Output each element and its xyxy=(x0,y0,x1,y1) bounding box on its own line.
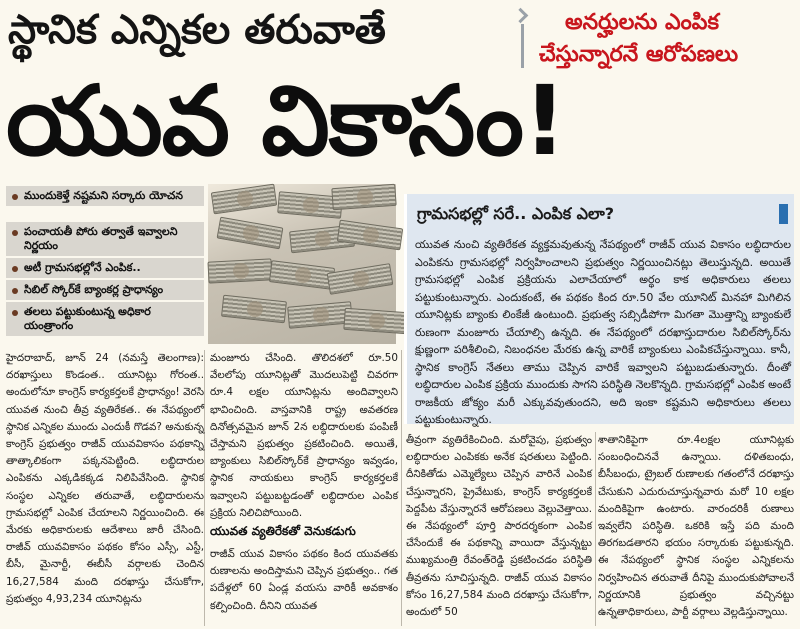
bullet-item xyxy=(6,258,204,278)
article-column-3: తీవ్రంగా వ్యతిరేకించింది. మరోవైపు, ప్రభుత్వం లబ్ధిదారుల ఎంపికకు అనేక షరతులు పెట్టింది. దీనికితోడు ఎమ్మెల్యేలు చెప్పిన వారినే ఎంపిక చేస్తున్నారని, ప్రైవేటుకు, కాంగ్రెస్ కార్యకర్తలకే పెద్దపీట వేస్తున్నారనే ఆరోపణలు వెల్లువెత్తాయి. ఈ నేపథ్యంలో పూర్తి పారదర్శకంగా ఎంపిక చేసేందుకే ఈ పథకాన్ని వాయిదా వేస్తున్నట్టు ముఖ్యమంత్రి రేవంత్‌రెడ్డి ప్రకటించడం పరిస్థితి తీవ్రతను సూచిస్తున్నది. రాజీవ్ యువ వికాసం కోసం 16,27,584 మంది దరఖాస్తు చేసుకోగా, అందులో 50 xyxy=(406,434,592,619)
column-divider xyxy=(595,432,596,626)
bullet-dot-icon xyxy=(12,194,18,200)
bullet-text: తలలు పట్టుకుంటున్న అధికార యంత్రాంగం xyxy=(24,305,151,332)
inset-body: యువత నుంచి వ్యతిరేకత వ్యక్తమవుతున్న నేపథ్యంలో రాజీవ్ యువ వికాసం లబ్ధిదారుల ఎంపికను గ్రామసభల్లో నిర్వహించాలని ప్రభుత్వం నిర్ణయించినట్లు తెలుస్తున్నది. అయితే గ్రామసభల్లో ఎంపిక ప్రక్రియను ఎలాచేయాలో అర్థం కాక అధికారులు తలలు పట్టుకుంటున్నారు. ఎందుకంటే, ఈ పథకం కింద రూ.50 వేల యూనిట్ మినహా మిగిలిన యూనిట్లకు బ్యాంకు లింకేజీ ఉంటుంది. ప్రభుత్వ సబ్సిడీపోగా మిగతా మొత్తాన్ని బ్యాంకులే రుణంగా మంజూరు చేయాల్సి ఉన్నది. ఈ నేపథ్యంలో దరఖాస్తుదారుల సిబిల్‌స్కోర్‌ను క్షుణ్ణంగా పరిశీలించి, నిబంధనల మేరకు ఉన్న వారికే బ్యాంకులు ఎంపికచేస్తున్నాయి. కానీ, స్థానిక కాంగ్రెస్ నేతలు తాము చెప్పిన వారికే ఇవ్వాలని పట్టుబడుతున్నారు. దీంతో లబ్ధిదారుల ఎంపిక ప్రక్రియ ముందుకు సాగని పరిస్థితి నెలకొన్నది. గ్రామసభల్లో ఎంపిక అంటే రాజకీయ జోక్యం మరీ ఎక్కువవుతుందని, అది ఇంకా కష్టమని అధికారులు తలలు పట్టుకుంటున్నారు. xyxy=(415,238,791,426)
bullet-list xyxy=(6,184,204,344)
currency-bundles-photo xyxy=(208,184,396,344)
side-deck-line-2: చేస్తున్నారనే ఆరోపణలు xyxy=(539,42,739,67)
bullet-text: సిబిల్ స్కోర్‌కే బ్యాంకర్ల ప్రాధాన్యం xyxy=(24,283,164,296)
bullet-item xyxy=(6,186,204,206)
article-column-2-continued: రాజీవ్ యువ వికాసం పథకం కింద యువతకు రుణాలను అందిస్తామని చెప్పిన ప్రభుత్వం.. గత పదేళ్లలో 60 ఏండ్ల వయసు వారికీ అవకాశం కల్పించింది. దీనిని యువత xyxy=(210,548,398,612)
article-subheading: యువత వ్యతిరేకతో వెనుకడుగు xyxy=(210,524,356,538)
kicker-headline: స్థానిక ఎన్నికల తరువాతే xyxy=(8,7,386,53)
bullet-dot-icon xyxy=(12,266,18,272)
article-column-1: హైదరాబాద్, జూన్ 24 (నమస్తే తెలంగాణ): దరఖాస్తులు కొండంత.. యూనిట్లు గోరంత.. అందులోనూ కాంగ్రెస్ కార్యకర్తలకే ప్రాధాన్యం! వెరసి యువత నుంచి తీవ్ర వ్యతిరేకత.. ఈ నేపథ్యంలో స్థానిక ఎన్నికల ముందు ఎందుకీ గొడవ? అనుకున్న కాంగ్రెస్ ప్రభుత్వం రాజీవ్ యువవికాసం పథకాన్ని తాత్కాలికంగా పక్కనపెట్టింది. లబ్ధిదారుల ఎంపికను ఎక్కడికక్కడ నిలిపివేసింది. స్థానిక సంస్థల ఎన్నికల తరువాతే, లబ్ధిదారులను గ్రామసభల్లో ఎంపిక చేయాలని నిర్ణయించింది. ఈ మేరకు అధికారులకు ఆదేశాలు జారీ చేసింది. రాజీవ్ యువవికాసం పథకం కోసం ఎస్సీ, ఎస్టీ, బీసీ, మైనార్టీ, ఈబీసీ వర్గాలకు చెందిన 16,27,584 మంది దరఖాస్తు చేసుకోగా, ప్రభుత్వం 4,93,234 యూనిట్లను xyxy=(6,352,204,605)
bullet-text: అటీ గ్రామసభల్లోనే ఎంపిక.. xyxy=(24,261,141,274)
bullet-dot-icon xyxy=(12,230,18,236)
bullet-item xyxy=(6,222,204,256)
inset-title: గ్రామసభల్లో సరే.. ఎంపిక ఎలా? xyxy=(417,204,615,223)
chevron-divider-icon xyxy=(515,10,529,68)
bullet-text: పంచాయతీ పోరు తర్వాతే ఇవ్వాలని నిర్ణయం xyxy=(24,225,178,252)
bullet-dot-icon xyxy=(12,310,18,316)
side-deck-line-1: అనర్హులను ఎంపిక xyxy=(565,10,719,35)
inset-box xyxy=(404,194,794,424)
bullet-text: ముందుకెళ్తే నష్టమని సర్కారు యోచన xyxy=(24,189,183,202)
article-column-2: మంజూరు చేసింది. తొలిదశలో రూ.50 వేలలోపు యూనిట్లతో మొదలుపెట్టి చివరగా రూ.4 లక్షల యూనిట్లను అందివ్వాలని భావించింది. వాస్తవానికి రాష్ట్ర అవతరణ దినోత్సవమైన జూన్ 2న లబ్ధిదారులకు పంపిణీ చేస్తామని ప్రభుత్వం ప్రకటించింది. అయితే, బ్యాంకులు సిబిల్‌స్కోర్‌కే ప్రాధాన్యం ఇవ్వడం, స్థానిక నాయకులు కాంగ్రెస్ కార్యకర్తలకే ఇవ్వాలని పట్టుబట్టడంతో లబ్ధిదారుల ఎంపిక ప్రక్రియ నిలిచిపోయింది. xyxy=(210,352,398,519)
inset-accent-mark xyxy=(779,204,788,224)
column-divider xyxy=(204,350,205,626)
bullet-item xyxy=(6,302,204,336)
bullet-item xyxy=(6,280,204,300)
main-headline: యువ వికాసం! xyxy=(6,65,566,177)
column-divider xyxy=(401,350,402,626)
bullet-dot-icon xyxy=(12,288,18,294)
article-column-4: శాతానికిపైగా రూ.4లక్షల యూనిట్లకు సంబంధించినవే ఉన్నాయి. దళితబంధు, బీసీబంధు, ట్రైబల్ రుణాలకు గతంలోనే దరఖాస్తు చేసుకుని ఎదురుచూస్తున్నవారు మరో 10 లక్షల మందికిపైగా ఉంటారు. వారందరికీ రుణాలు ఇవ్వలేని పరిస్థితి. ఒకరికి ఇస్తే పది మంది తిరగబడతారని భయం సర్కారుకు పట్టుకున్నది. ఈ నేపథ్యంలో స్థానిక సంస్థల ఎన్నికలను నిర్వహించిన తరువాతే దీనిపై ముందుకుపోవాలనే నిర్ణయానికి ప్రభుత్వం వచ్చినట్టు ఉన్నతాధికారులు, పార్టీ వర్గాలు వెల్లడిస్తున్నాయి. xyxy=(598,434,794,619)
